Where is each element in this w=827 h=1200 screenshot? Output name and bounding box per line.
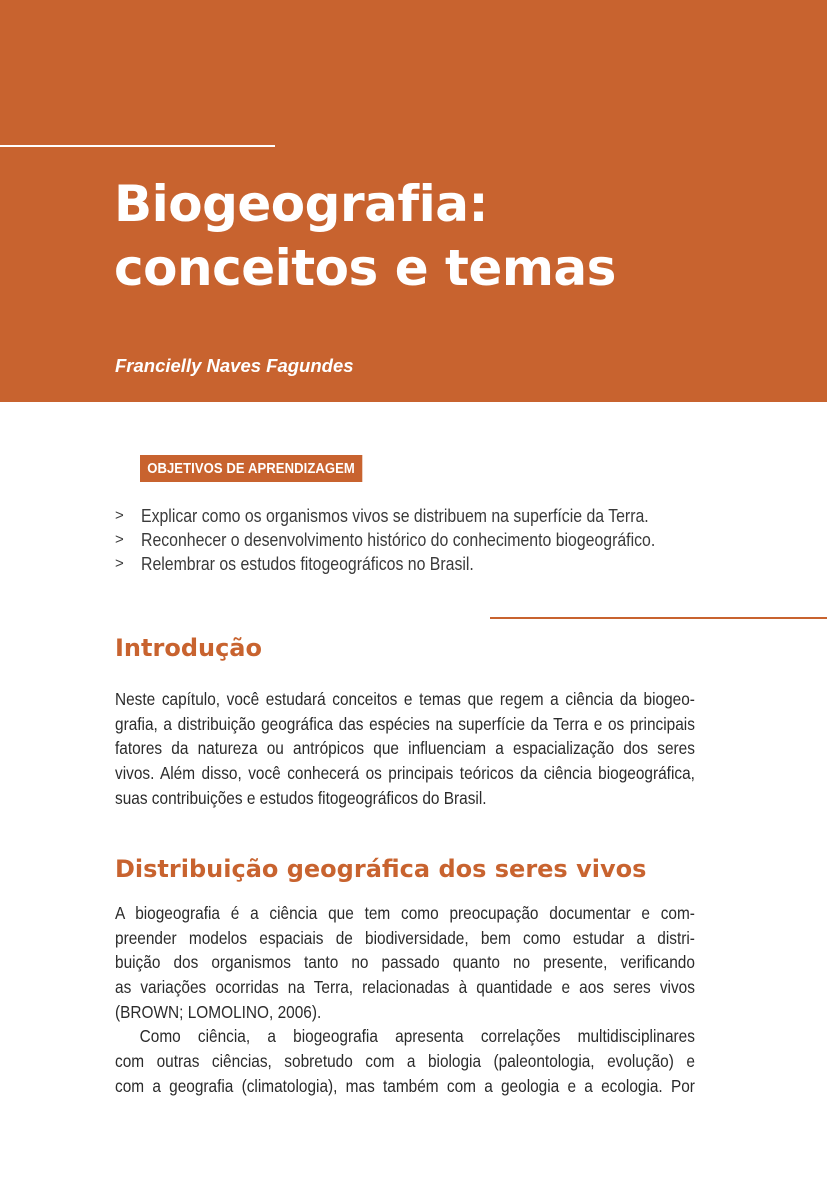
objectives-list <box>115 504 725 576</box>
objective-text: Reconhecer o desenvolvimento histórico do conhecimento biogeográfico. <box>141 530 656 550</box>
chapter-author: Francielly Naves Fagundes <box>115 355 354 376</box>
section-heading: Distribuição geográfica dos seres vivos <box>115 855 647 883</box>
text-line: fatores da natureza ou antrópicos que influenciam a espacialização dos seres <box>115 738 695 759</box>
objective-item <box>115 552 725 576</box>
objective-item <box>115 528 725 552</box>
objective-item <box>115 504 725 528</box>
text-line: suas contribuições e estudos fitogeográficos do Brasil. <box>115 787 487 808</box>
text-line: vivos. Além disso, você conhecerá os principais teóricos da ciência biogeográfica, <box>115 763 695 784</box>
text-line: grafia, a distribuição geográfica das espécies na superfície da Terra e os principais <box>115 713 695 734</box>
header-divider <box>0 145 275 147</box>
text-line: Neste capítulo, você estudará conceitos e temas que regem a ciência da biogeo- <box>115 689 695 709</box>
chapter-title-line: conceitos e temas <box>114 239 616 297</box>
chapter-title-line: Biogeografia: <box>114 175 488 233</box>
intro-heading: Introdução <box>115 634 262 662</box>
chapter-title <box>114 172 616 300</box>
text-line: com a geografia (climatologia), mas também com a geologia e a ecologia. Por <box>115 1075 695 1096</box>
objectives-label: OBJETIVOS DE APRENDIZAGEM <box>140 455 362 482</box>
text-line: Como ciência, a biogeografia apresenta correlações multidisciplinares <box>139 1026 695 1047</box>
intro-paragraph <box>115 687 695 810</box>
objective-text: Relembrar os estudos fitogeográficos no Brasil. <box>141 554 474 574</box>
text-line: A biogeografia é a ciência que tem como preocupação documentar e com- <box>115 903 695 923</box>
text-line: buição dos organismos tanto no passado quanto no presente, verificando <box>115 952 695 973</box>
objective-text: Explicar como os organismos vivos se distribuem na superfície da Terra. <box>141 506 649 526</box>
section-paragraph <box>115 901 695 1099</box>
text-line: as variações ocorridas na Terra, relacionadas à quantidade e aos seres vivos <box>115 977 695 998</box>
text-line: (BROWN; LOMOLINO, 2006). <box>115 1001 322 1022</box>
bullet-marker: > <box>115 555 124 572</box>
text-line: com outras ciências, sobretudo com a biologia (paleontologia, evolução) e <box>115 1051 695 1072</box>
bullet-marker: > <box>115 531 124 548</box>
bullet-marker: > <box>115 507 124 524</box>
section-divider <box>490 617 827 619</box>
text-line: preender modelos espaciais de biodiversidade, bem como estudar a distri- <box>115 927 695 948</box>
